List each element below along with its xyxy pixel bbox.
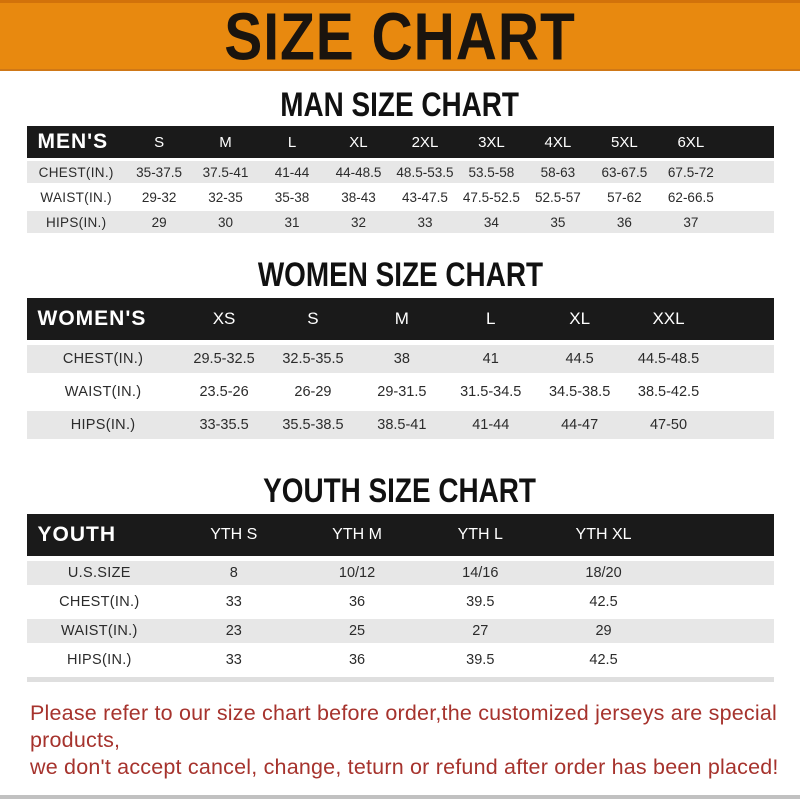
size-value: 32.5-35.5 (269, 345, 358, 373)
header-spacer (713, 298, 774, 340)
men-size-section (0, 84, 800, 236)
table-corner-label: WOMEN'S (27, 298, 180, 340)
size-column-header: L (259, 126, 325, 158)
youth-size-section (0, 470, 800, 687)
table-row (27, 161, 774, 183)
row-label: HIPS(IN.) (27, 411, 180, 439)
size-header-row (27, 126, 774, 158)
size-value: 48.5-53.5 (392, 161, 458, 183)
youth-heading-text: YOUTH SIZE CHART (263, 470, 537, 511)
size-value: 44-47 (535, 411, 624, 439)
size-value: 62-66.5 (658, 186, 724, 208)
size-value: 44.5 (535, 345, 624, 373)
men-heading-text: MAN SIZE CHART (280, 84, 520, 125)
size-column-header: M (357, 298, 446, 340)
size-value: 8 (172, 561, 295, 585)
size-column-header: 5XL (591, 126, 657, 158)
size-value: 67.5-72 (658, 161, 724, 183)
size-value: 42.5 (542, 590, 665, 614)
size-value: 32-35 (192, 186, 258, 208)
size-value: 39.5 (419, 590, 542, 614)
size-column-header: 2XL (392, 126, 458, 158)
size-value: 41 (446, 345, 535, 373)
disclaimer-line-2: we don't accept cancel, change, teturn or refund after order has been placed! (30, 755, 779, 779)
size-value: 36 (295, 648, 418, 672)
size-value: 44.5-48.5 (624, 345, 713, 373)
size-value: 36 (591, 211, 657, 233)
size-value: 26-29 (269, 378, 358, 406)
youth-section-heading (0, 470, 800, 511)
women-size-table (27, 293, 774, 444)
table-row (27, 590, 774, 614)
size-value: 30 (192, 211, 258, 233)
row-label: HIPS(IN.) (27, 648, 173, 672)
row-spacer (724, 211, 773, 233)
size-value: 14/16 (419, 561, 542, 585)
header-spacer (724, 126, 773, 158)
table-row (27, 411, 774, 439)
size-value: 53.5-58 (458, 161, 524, 183)
size-value: 23 (172, 619, 295, 643)
table-row (27, 186, 774, 208)
size-value: 25 (295, 619, 418, 643)
size-value: 31 (259, 211, 325, 233)
size-value: 57-62 (591, 186, 657, 208)
size-value: 31.5-34.5 (446, 378, 535, 406)
table-corner-label: YOUTH (27, 514, 173, 556)
row-label: WAIST(IN.) (27, 378, 180, 406)
size-column-header: YTH XL (542, 514, 665, 556)
size-column-header: YTH L (419, 514, 542, 556)
size-value: 29 (542, 619, 665, 643)
table-row (27, 561, 774, 585)
size-header-row (27, 298, 774, 340)
size-column-header: XL (325, 126, 391, 158)
size-value: 36 (295, 590, 418, 614)
women-size-section (0, 254, 800, 444)
size-value: 33 (172, 648, 295, 672)
size-column-header: L (446, 298, 535, 340)
size-value: 34.5-38.5 (535, 378, 624, 406)
row-spacer (713, 378, 774, 406)
size-value: 10/12 (295, 561, 418, 585)
size-column-header: 4XL (525, 126, 591, 158)
size-value: 35-37.5 (126, 161, 192, 183)
size-value: 41-44 (446, 411, 535, 439)
size-value: 29 (126, 211, 192, 233)
size-value: 35-38 (259, 186, 325, 208)
size-column-header: S (269, 298, 358, 340)
row-spacer (665, 619, 773, 643)
size-column-header: 6XL (658, 126, 724, 158)
size-column-header: XXL (624, 298, 713, 340)
size-value: 37.5-41 (192, 161, 258, 183)
size-value: 33 (392, 211, 458, 233)
size-value: 29-32 (126, 186, 192, 208)
size-value: 29.5-32.5 (180, 345, 269, 373)
header-spacer (665, 514, 773, 556)
size-column-header: M (192, 126, 258, 158)
row-label: CHEST(IN.) (27, 345, 180, 373)
table-row (27, 345, 774, 373)
size-column-header: XS (180, 298, 269, 340)
table-row (27, 378, 774, 406)
row-label: CHEST(IN.) (27, 161, 126, 183)
bottom-divider (0, 795, 800, 799)
youth-size-table (27, 509, 774, 687)
size-value: 52.5-57 (525, 186, 591, 208)
size-value: 47.5-52.5 (458, 186, 524, 208)
size-column-header: YTH S (172, 514, 295, 556)
table-row (27, 211, 774, 233)
size-column-header: XL (535, 298, 624, 340)
size-value: 38.5-41 (357, 411, 446, 439)
size-value: 38 (357, 345, 446, 373)
size-value: 63-67.5 (591, 161, 657, 183)
size-chart-banner (0, 0, 800, 74)
size-value: 39.5 (419, 648, 542, 672)
women-heading-text: WOMEN SIZE CHART (257, 254, 543, 295)
disclaimer-line-1: Please refer to our size chart before order,the customized jerseys are special products, (30, 701, 777, 752)
row-label: U.S.SIZE (27, 561, 173, 585)
size-column-header: YTH M (295, 514, 418, 556)
size-value: 33-35.5 (180, 411, 269, 439)
women-section-heading (0, 254, 800, 295)
row-spacer (724, 161, 773, 183)
size-value: 23.5-26 (180, 378, 269, 406)
size-value: 42.5 (542, 648, 665, 672)
size-value: 35 (525, 211, 591, 233)
size-value: 35.5-38.5 (269, 411, 358, 439)
row-spacer (724, 186, 773, 208)
row-spacer (665, 648, 773, 672)
size-value: 38.5-42.5 (624, 378, 713, 406)
size-value: 18/20 (542, 561, 665, 585)
size-value: 37 (658, 211, 724, 233)
table-bottom-strip (27, 677, 774, 682)
row-label: CHEST(IN.) (27, 590, 173, 614)
size-column-header: S (126, 126, 192, 158)
size-value: 34 (458, 211, 524, 233)
table-corner-label: MEN'S (27, 126, 126, 158)
size-value: 38-43 (325, 186, 391, 208)
men-section-heading (0, 84, 800, 125)
row-spacer (665, 561, 773, 585)
men-size-table (27, 123, 774, 236)
size-value: 27 (419, 619, 542, 643)
size-value: 44-48.5 (325, 161, 391, 183)
row-label: HIPS(IN.) (27, 211, 126, 233)
banner-title: SIZE CHART (224, 0, 576, 74)
table-row (27, 648, 774, 672)
size-value: 33 (172, 590, 295, 614)
size-value: 41-44 (259, 161, 325, 183)
order-disclaimer (30, 700, 800, 781)
size-value: 29-31.5 (357, 378, 446, 406)
size-value: 43-47.5 (392, 186, 458, 208)
size-value: 47-50 (624, 411, 713, 439)
row-spacer (713, 411, 774, 439)
row-spacer (713, 345, 774, 373)
size-value: 32 (325, 211, 391, 233)
size-column-header: 3XL (458, 126, 524, 158)
table-row (27, 619, 774, 643)
row-spacer (665, 590, 773, 614)
row-label: WAIST(IN.) (27, 619, 173, 643)
size-value: 58-63 (525, 161, 591, 183)
row-label: WAIST(IN.) (27, 186, 126, 208)
size-header-row (27, 514, 774, 556)
